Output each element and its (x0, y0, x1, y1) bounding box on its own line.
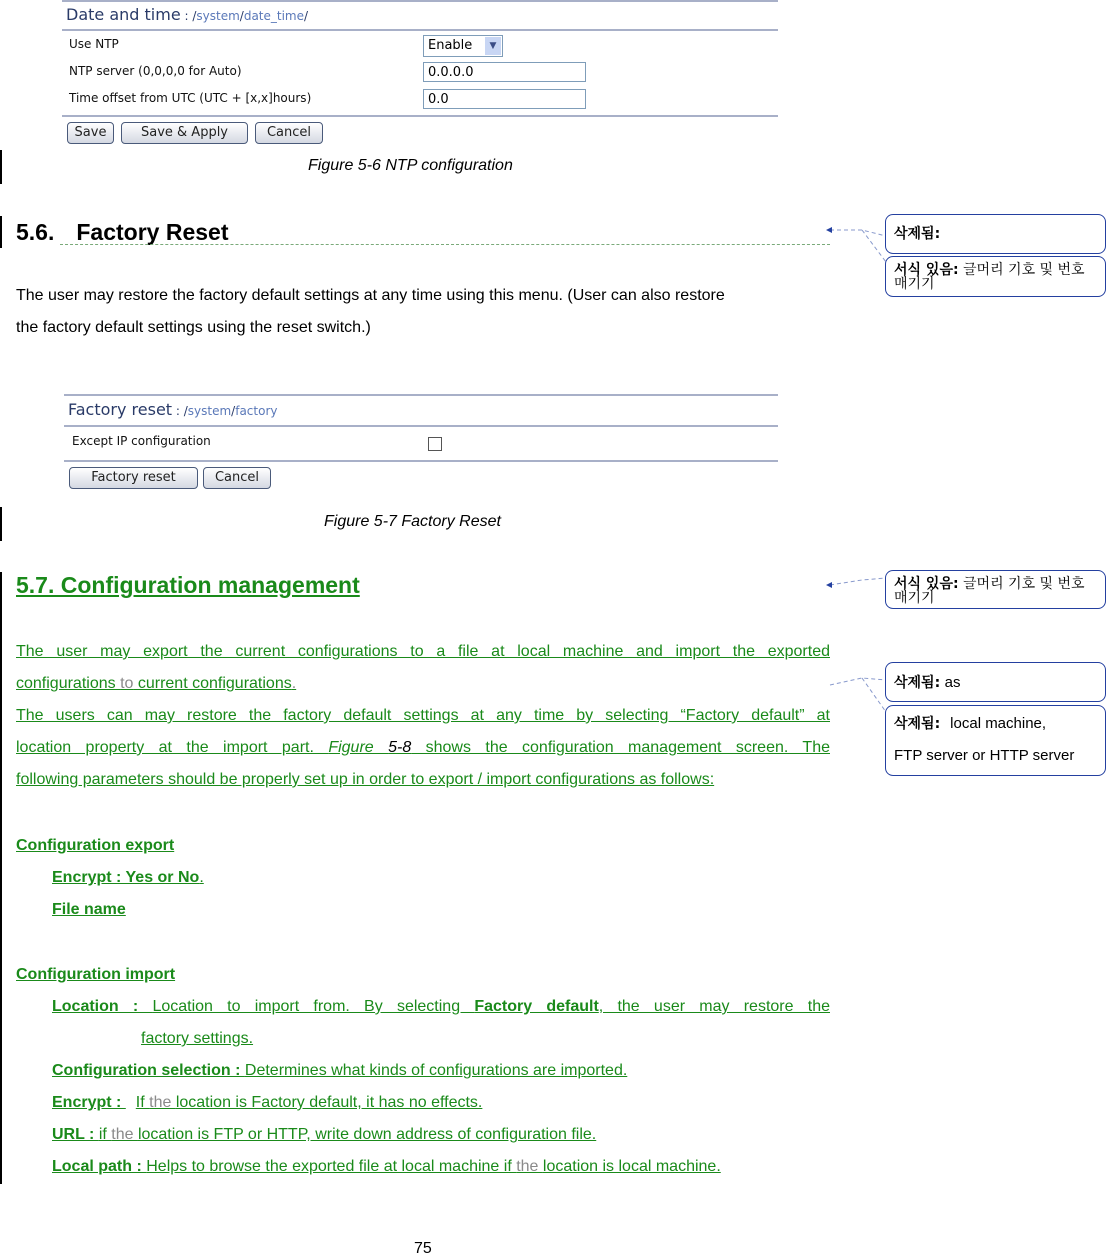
config-export-section: Configuration export Encrypt : Yes or No. File name (16, 830, 204, 926)
ntp-server-input[interactable]: 0.0.0.0 (423, 62, 586, 82)
comment-formatted-2[interactable]: 서식 있음: 글머리 기호 및 번호 매기기 (885, 570, 1106, 609)
factory-reset-button[interactable]: Factory reset (69, 467, 198, 489)
except-ip-label: Except IP configuration (72, 434, 211, 448)
comment-connectors (826, 200, 888, 720)
factory-reset-screenshot (64, 394, 778, 494)
time-offset-label: Time offset from UTC (UTC + [x,x]hours) (69, 91, 312, 105)
figure-5-6-caption: Figure 5-6 NTP configuration (308, 157, 513, 174)
config-import-section: Configuration import Location : Location to import from. By selecting Factory default, the user may restore the factory settings. Configuration selection : Determines what kinds of configurations are imported. Encrypt : If the location is Factory default, it has no effects. URL : if the location is FTP or HTTP, write down address of configuration file. Local path : Helps to browse the exported file at local machine if the location is local machine. (16, 959, 830, 1183)
comment-formatted-1[interactable]: 서식 있음: 글머리 기호 및 번호 매기기 (885, 256, 1106, 297)
cancel-button[interactable]: Cancel (255, 122, 323, 144)
ntp-server-label: NTP server (0,0,0,0 for Auto) (69, 64, 242, 78)
config-import-heading: Configuration import (16, 966, 176, 983)
comment-deleted-local-machine[interactable]: 삭제됨: local machine, FTP server or HTTP server (885, 705, 1106, 776)
section-5-6-heading: 5.6. Factory Reset (16, 219, 229, 245)
ntp-panel-title: Date and time : /system/date_time/ (66, 5, 309, 24)
ntp-config-screenshot (62, 0, 778, 148)
save-button[interactable]: Save (67, 122, 114, 144)
factory-panel-title: Factory reset : /system/factory (68, 400, 278, 419)
cancel-button[interactable]: Cancel (203, 467, 271, 489)
section-5-7-heading: 5.7. Configuration management (16, 572, 360, 598)
use-ntp-label: Use NTP (69, 37, 119, 51)
save-apply-button[interactable]: Save & Apply (121, 122, 248, 144)
time-offset-input[interactable]: 0.0 (423, 89, 586, 109)
comment-deleted-as[interactable]: 삭제됨: as (885, 662, 1106, 702)
section-5-7-paragraph: The user may export the current configurations to a file at local machine and import the exported configurations to current configurations. The users can may restore the factory default settings at any time by selecting “Factory default” at location property at the import part. Figure 5-8 shows the configuration management screen. The following parameters should be properly set up in order to export / import configurations as follows: (16, 643, 830, 788)
use-ntp-select[interactable]: Enable ▼ (423, 35, 503, 57)
figure-5-7-caption: Figure 5-7 Factory Reset (324, 513, 501, 530)
section-5-6-paragraph: The user may restore the factory default settings at any time using this menu. (User can also restore the factory default settings using the reset switch.) (16, 287, 725, 336)
comment-deleted-1[interactable]: 삭제됨: (885, 214, 1106, 254)
page-number: 75 (414, 1240, 432, 1257)
chevron-down-icon: ▼ (485, 37, 501, 55)
config-export-heading: Configuration export (16, 837, 175, 854)
except-ip-checkbox[interactable] (428, 437, 442, 451)
